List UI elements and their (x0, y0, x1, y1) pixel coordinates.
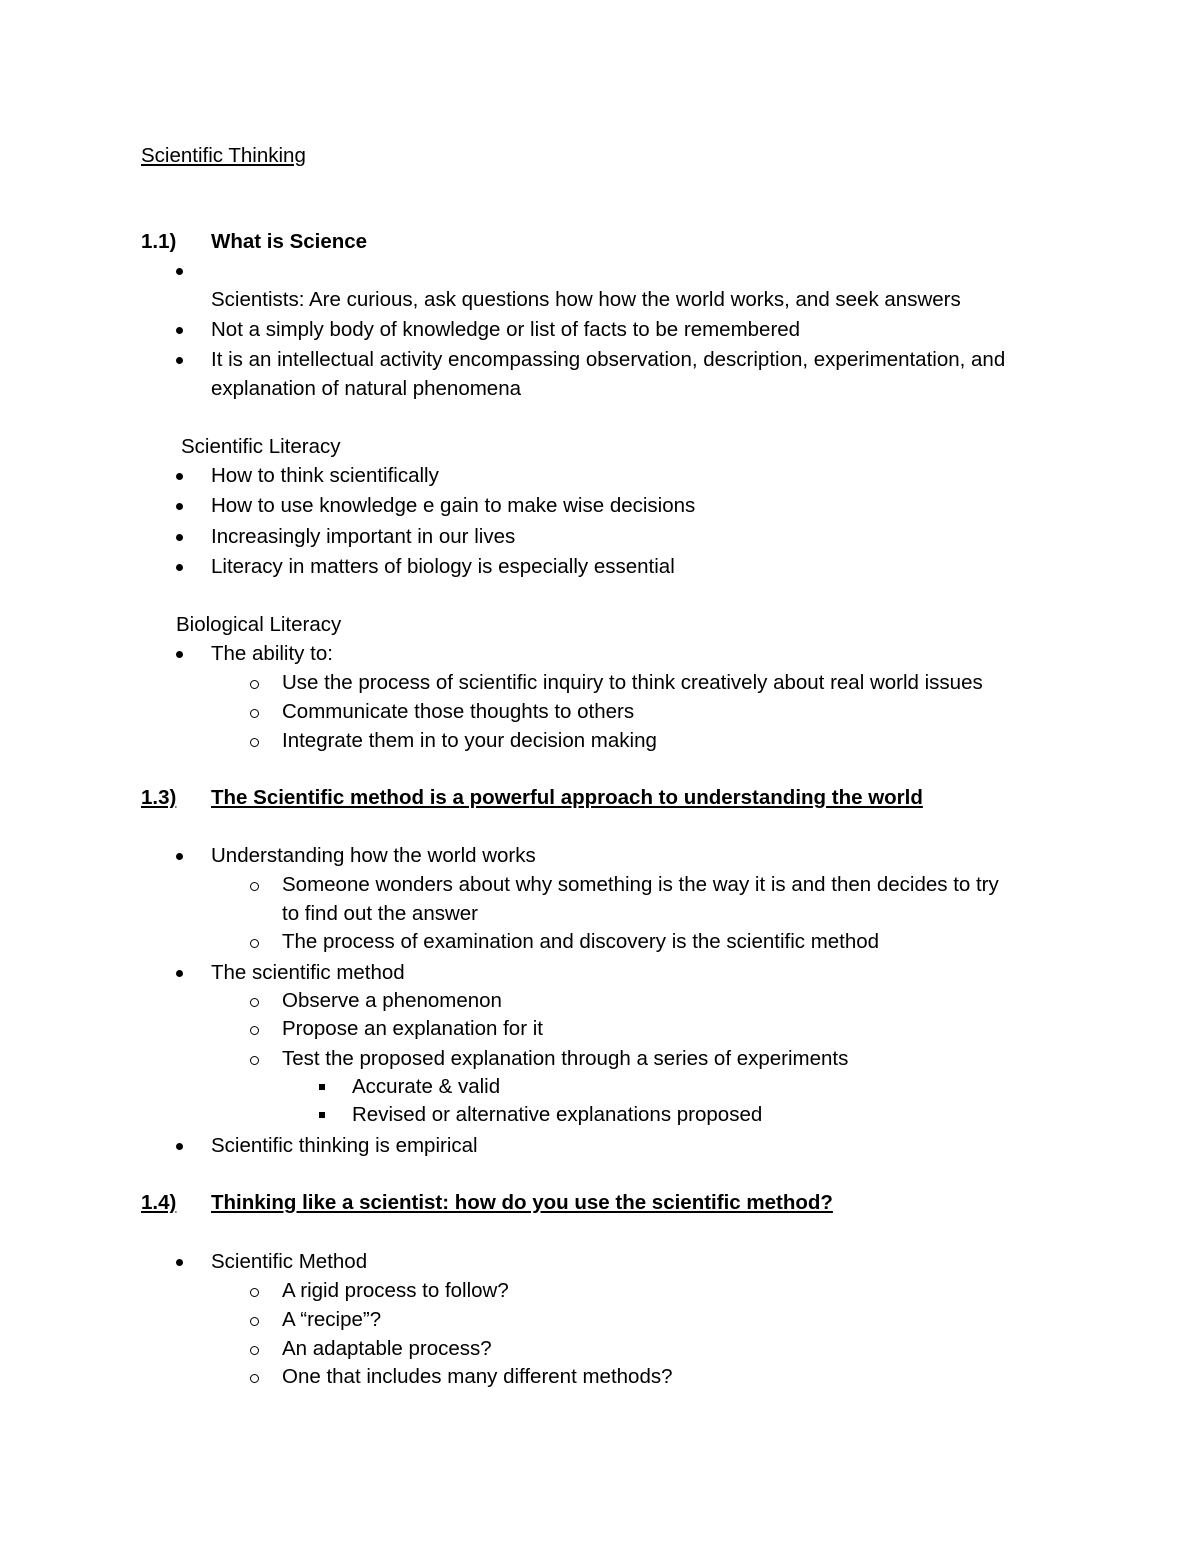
circle-bullet-icon (250, 1056, 259, 1065)
square-bullet-icon (319, 1112, 325, 1118)
sub-list-item: One that includes many different methods? (282, 1365, 673, 1388)
list-item: How to use knowledge e gain to make wise decisions (211, 494, 696, 517)
circle-bullet-icon (250, 939, 259, 948)
bullet-icon (176, 503, 183, 510)
sub-list-item: Integrate them in to your decision making (282, 729, 657, 752)
bullet-icon (176, 268, 183, 275)
sub-list-item: An adaptable process? (282, 1337, 492, 1360)
section-number-1-1: 1.1) (141, 230, 177, 253)
sub-list-item: Use the process of scientific inquiry to think creatively about real world issues (282, 671, 983, 694)
bullet-icon (176, 970, 183, 977)
sub-list-item-continuation: to find out the answer (282, 902, 479, 925)
circle-bullet-icon (250, 709, 259, 718)
sub-list-item: A “recipe”? (282, 1308, 382, 1331)
circle-bullet-icon (250, 680, 259, 689)
bullet-icon (176, 1259, 183, 1266)
page-title: Scientific Thinking (141, 144, 306, 167)
list-item: Not a simply body of knowledge or list of facts to be remembered (211, 318, 801, 341)
bullet-icon (176, 853, 183, 860)
subheading-scientific-literacy: Scientific Literacy (181, 435, 341, 458)
circle-bullet-icon (250, 1374, 259, 1383)
sub-list-item: A rigid process to follow? (282, 1279, 509, 1302)
circle-bullet-icon (250, 1288, 259, 1297)
list-item: The scientific method (211, 961, 405, 984)
bullet-icon (176, 651, 183, 658)
bullet-icon (176, 534, 183, 541)
list-item: Scientific thinking is empirical (211, 1134, 478, 1157)
list-item: Scientists: Are curious, ask questions how how the world works, and seek answers (211, 288, 961, 311)
list-item: The ability to: (211, 642, 333, 665)
section-heading-1-4: Thinking like a scientist: how do you use the scientific method? (211, 1191, 833, 1214)
sub-list-item: Someone wonders about why something is the way it is and then decides to try (282, 873, 999, 896)
square-bullet-icon (319, 1084, 325, 1090)
bullet-icon (176, 473, 183, 480)
section-number-1-3: 1.3) (141, 786, 177, 809)
circle-bullet-icon (250, 1346, 259, 1355)
sub-sub-list-item: Revised or alternative explanations proposed (352, 1103, 763, 1126)
sub-list-item: Test the proposed explanation through a series of experiments (282, 1047, 849, 1070)
bullet-icon (176, 564, 183, 571)
sub-list-item: The process of examination and discovery is the scientific method (282, 930, 880, 953)
sub-list-item: Observe a phenomenon (282, 989, 502, 1012)
bullet-icon (176, 357, 183, 364)
sub-sub-list-item: Accurate & valid (352, 1075, 501, 1098)
list-item: Scientific Method (211, 1250, 368, 1273)
circle-bullet-icon (250, 998, 259, 1007)
subheading-biological-literacy: Biological Literacy (176, 613, 342, 636)
section-heading-1-1: What is Science (211, 230, 368, 253)
circle-bullet-icon (250, 1026, 259, 1035)
bullet-icon (176, 327, 183, 334)
list-item: How to think scientifically (211, 464, 439, 487)
bullet-icon (176, 1143, 183, 1150)
list-item: Increasingly important in our lives (211, 525, 516, 548)
section-number-1-4: 1.4) (141, 1191, 177, 1214)
sub-list-item: Propose an explanation for it (282, 1017, 543, 1040)
list-item-continuation: explanation of natural phenomena (211, 377, 522, 400)
circle-bullet-icon (250, 882, 259, 891)
sub-list-item: Communicate those thoughts to others (282, 700, 635, 723)
circle-bullet-icon (250, 1317, 259, 1326)
section-heading-1-3: The Scientific method is a powerful approach to understanding the world (211, 786, 923, 809)
list-item: Understanding how the world works (211, 844, 536, 867)
list-item: It is an intellectual activity encompassing observation, description, experimentation, and (211, 348, 1006, 371)
list-item: Literacy in matters of biology is especially essential (211, 555, 675, 578)
circle-bullet-icon (250, 738, 259, 747)
